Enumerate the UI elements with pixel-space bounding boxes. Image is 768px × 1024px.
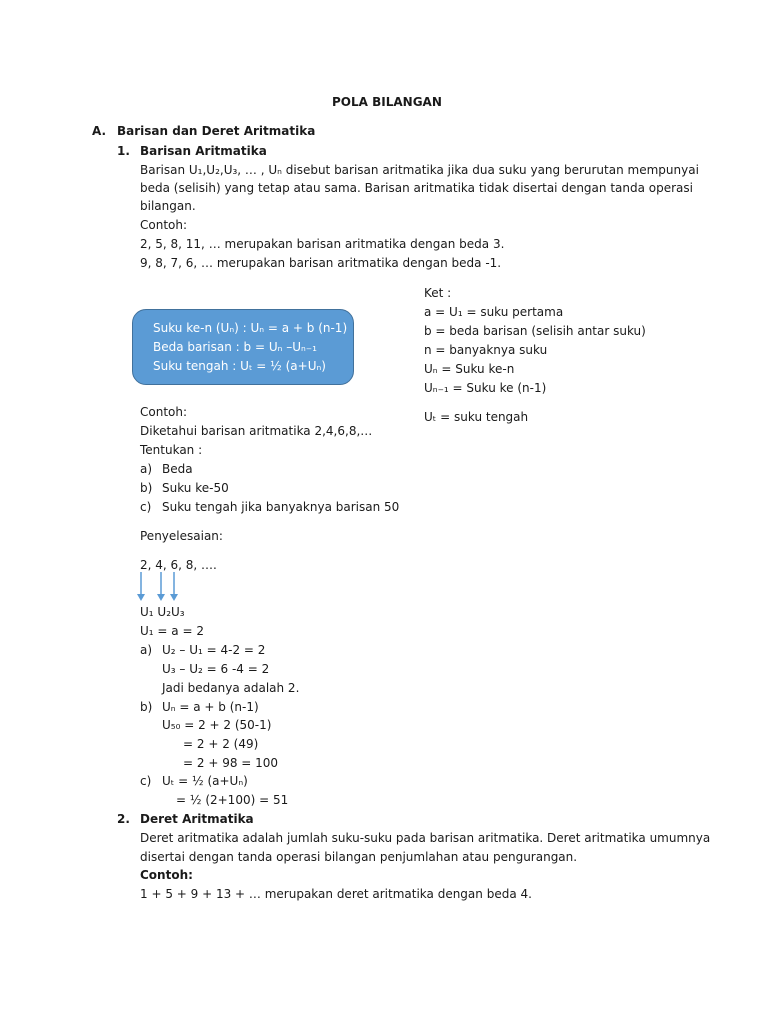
ket-item: Uₙ₋₁ = Suku ke (n-1) (424, 381, 547, 395)
solution-line: Jadi bedanya adalah 2. (162, 681, 300, 695)
sub1-example2: 9, 8, 7, 6, … merupakan barisan aritmatika dengan beda -1. (140, 256, 502, 270)
question-marker: c) (140, 500, 152, 514)
formula-nth-term: Suku ke-n (Uₙ) : Uₙ = a + b (n-1) (153, 321, 348, 335)
solution-line: Uₜ = ½ (a+Uₙ) (162, 774, 248, 788)
sub1-number: 1. (117, 144, 130, 158)
u1-value: U₁ = a = 2 (140, 624, 204, 638)
arrow-down-icon (137, 572, 145, 601)
arrow-down-icon (170, 572, 178, 601)
sub2-heading: Deret Aritmatika (140, 812, 254, 826)
solution-line: = 2 + 2 (49) (183, 737, 259, 751)
formula-box (132, 309, 354, 385)
solution-line: = 2 + 98 = 100 (183, 756, 279, 770)
example-contoh-label: Contoh: (140, 405, 188, 419)
sequence: 2, 4, 6, 8, …. (140, 558, 217, 572)
ket-item: n = banyaknya suku (424, 343, 548, 357)
ket-item: Uₙ = Suku ke-n (424, 362, 515, 376)
sub1-heading: Barisan Aritmatika (140, 144, 267, 158)
sub2-contoh-label: Contoh: (140, 868, 193, 882)
section-a-heading: Barisan dan Deret Aritmatika (117, 124, 316, 138)
ket-item: b = beda barisan (selisih antar suku) (424, 324, 646, 338)
sub1-definition-line2: beda (selisih) yang tetap atau sama. Barisan aritmatika tidak disertai dengan tanda operasi (140, 181, 693, 195)
penyelesaian-label: Penyelesaian: (140, 529, 223, 543)
term-arrows (130, 570, 190, 604)
term-labels: U₁ U₂U₃ (140, 605, 185, 619)
solution-line: U₃ – U₂ = 6 -4 = 2 (162, 662, 270, 676)
solution-marker: a) (140, 643, 153, 657)
sub1-definition-line3: bilangan. (140, 199, 196, 213)
sub2-definition-line1: Deret aritmatika adalah jumlah suku-suku pada barisan aritmatika. Deret aritmatika umumnya (140, 831, 711, 845)
sub2-definition-line2: disertai dengan tanda operasi bilangan penjumlahan atau pengurangan. (140, 850, 578, 864)
formula-middle-term: Suku tengah : Uₜ = ½ (a+Uₙ) (153, 359, 326, 373)
solution-line: U₂ – U₁ = 4-2 = 2 (162, 643, 266, 657)
question-marker: a) (140, 462, 153, 476)
section-a-marker: A. (92, 124, 107, 138)
sub2-example: 1 + 5 + 9 + 13 + … merupakan deret aritmatika dengan beda 4. (140, 887, 532, 901)
ket-item: a = U₁ = suku pertama (424, 305, 564, 319)
solution-marker: b) (140, 700, 153, 714)
sub1-contoh-label: Contoh: (140, 218, 188, 232)
solution-line: = ½ (2+100) = 51 (176, 793, 289, 807)
ket-label: Ket : (424, 286, 452, 300)
sub1-definition-line1: Barisan U₁,U₂,U₃, … , Uₙ disebut barisan aritmatika jika dua suku yang berurutan mempunyai (140, 163, 699, 177)
question-text: Suku ke-50 (162, 481, 229, 495)
arrow-down-icon (157, 572, 165, 601)
question-marker: b) (140, 481, 153, 495)
sub2-number: 2. (117, 812, 130, 826)
example-tentukan: Tentukan : (140, 443, 203, 457)
question-text: Suku tengah jika banyaknya barisan 50 (162, 500, 400, 514)
solution-line: U₅₀ = 2 + 2 (50-1) (162, 718, 272, 732)
question-text: Beda (162, 462, 193, 476)
sub1-example1: 2, 5, 8, 11, … merupakan barisan aritmatika dengan beda 3. (140, 237, 505, 251)
formula-difference: Beda barisan : b = Uₙ –Uₙ₋₁ (153, 340, 317, 354)
solution-line: Uₙ = a + b (n-1) (162, 700, 259, 714)
example-given: Diketahui barisan aritmatika 2,4,6,8,… (140, 424, 373, 438)
page-title: POLA BILANGAN (332, 95, 442, 109)
ket-item: Uₜ = suku tengah (424, 410, 529, 424)
solution-marker: c) (140, 774, 152, 788)
